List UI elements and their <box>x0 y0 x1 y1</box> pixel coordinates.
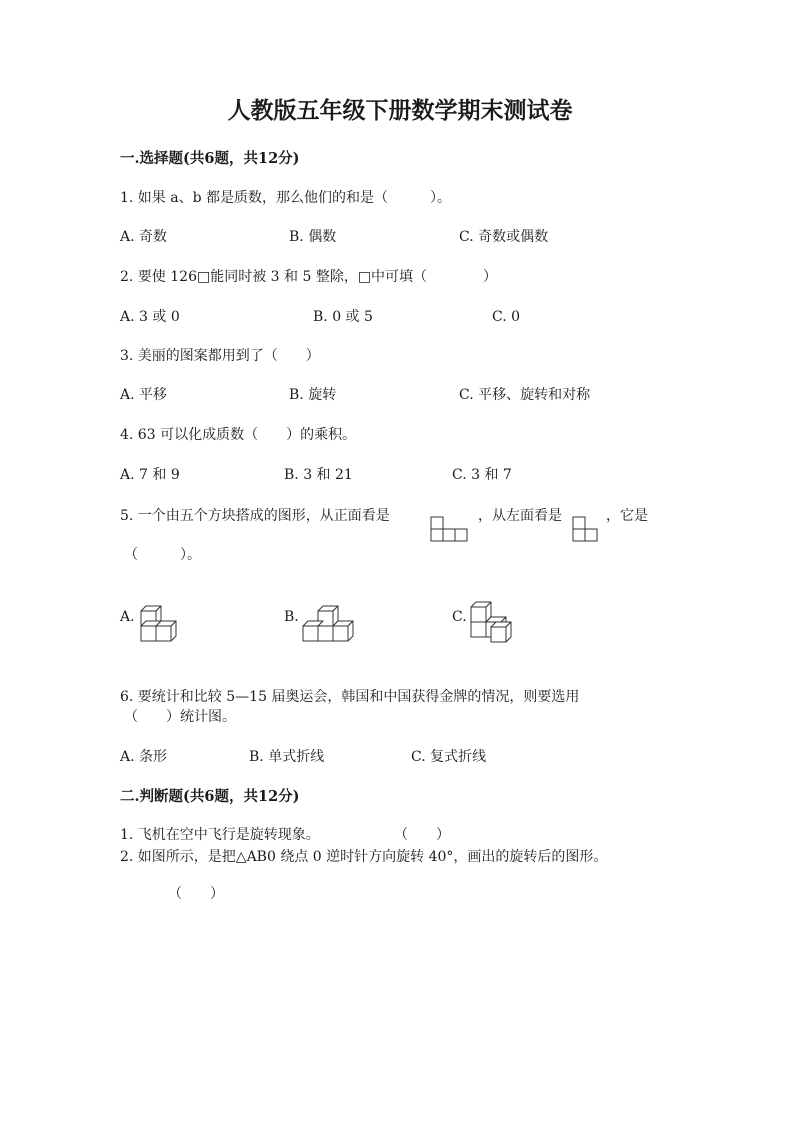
q5-option-a-label: A. <box>120 609 135 625</box>
page-title: 人教版五年级下册数学期末测试卷 <box>227 97 573 124</box>
q5-option-a-cube-figure <box>138 603 188 645</box>
q4-stem: 4. 63 可以化成质数（ ）的乘积。 <box>120 427 357 443</box>
q3-option-b: B. 旋转 <box>289 387 337 403</box>
q5-stem-part3: ，它是 <box>606 508 648 524</box>
q5-option-b-label: B. <box>284 609 299 625</box>
q1-option-b: B. 偶数 <box>289 229 337 245</box>
q5-stem-part2: ，从左面看是 <box>478 508 562 524</box>
q6-option-c: C. 复式折线 <box>411 749 487 765</box>
judge-q1-stem: 1. 飞机在空中飞行是旋转现象。 <box>120 827 320 843</box>
q6-stem-line1: 6. 要统计和比较 5—15 届奥运会，韩国和中国获得金牌的情况，则要选用 <box>120 689 580 705</box>
q5-option-c-cube-figure <box>466 601 518 647</box>
judge-q2-stem: 2. 如图所示，是把△AB0 绕点 0 逆时针方向旋转 40°，画出的旋转后的图形。 <box>120 849 608 865</box>
q6-option-b: B. 单式折线 <box>249 749 325 765</box>
section2-heading: 二.判断题(共6题，共12分) <box>120 788 300 805</box>
q1-option-c: C. 奇数或偶数 <box>459 229 549 245</box>
q4-option-c: C. 3 和 7 <box>452 467 512 483</box>
q2-option-c: C. 0 <box>492 309 521 325</box>
q3-option-a: A. 平移 <box>120 387 168 403</box>
q4-option-a: A. 7 和 9 <box>120 467 180 483</box>
q3-stem: 3. 美丽的图案都用到了（ ） <box>120 348 320 364</box>
q1-option-a: A. 奇数 <box>120 229 168 245</box>
q1-stem: 1. 如果 a、b 都是质数，那么他们的和是（ ）。 <box>120 190 452 206</box>
q2-stem: 2. 要使 126□能同时被 3 和 5 整除，□中可填（ ） <box>120 269 498 285</box>
q6-option-a: A. 条形 <box>120 749 168 765</box>
q2-option-b: B. 0 或 5 <box>313 309 373 325</box>
front-view-figure <box>430 516 472 542</box>
q5-option-b-cube-figure <box>300 603 356 645</box>
judge-q2-blank: （ ） <box>168 886 224 902</box>
q5-stem-part1: 5. 一个由五个方块搭成的图形，从正面看是 <box>120 508 390 524</box>
q5-option-c-label: C. <box>452 609 467 625</box>
q6-stem-line2: （ ）统计图。 <box>124 709 236 725</box>
judge-q1-blank: （ ） <box>394 827 450 843</box>
q4-option-b: B. 3 和 21 <box>284 467 353 483</box>
q3-option-c: C. 平移、旋转和对称 <box>459 387 591 403</box>
q2-option-a: A. 3 或 0 <box>120 309 180 325</box>
section1-heading: 一.选择题(共6题，共12分) <box>120 150 300 167</box>
left-view-figure <box>572 516 602 542</box>
q5-stem-line2: （ ）。 <box>124 547 201 563</box>
